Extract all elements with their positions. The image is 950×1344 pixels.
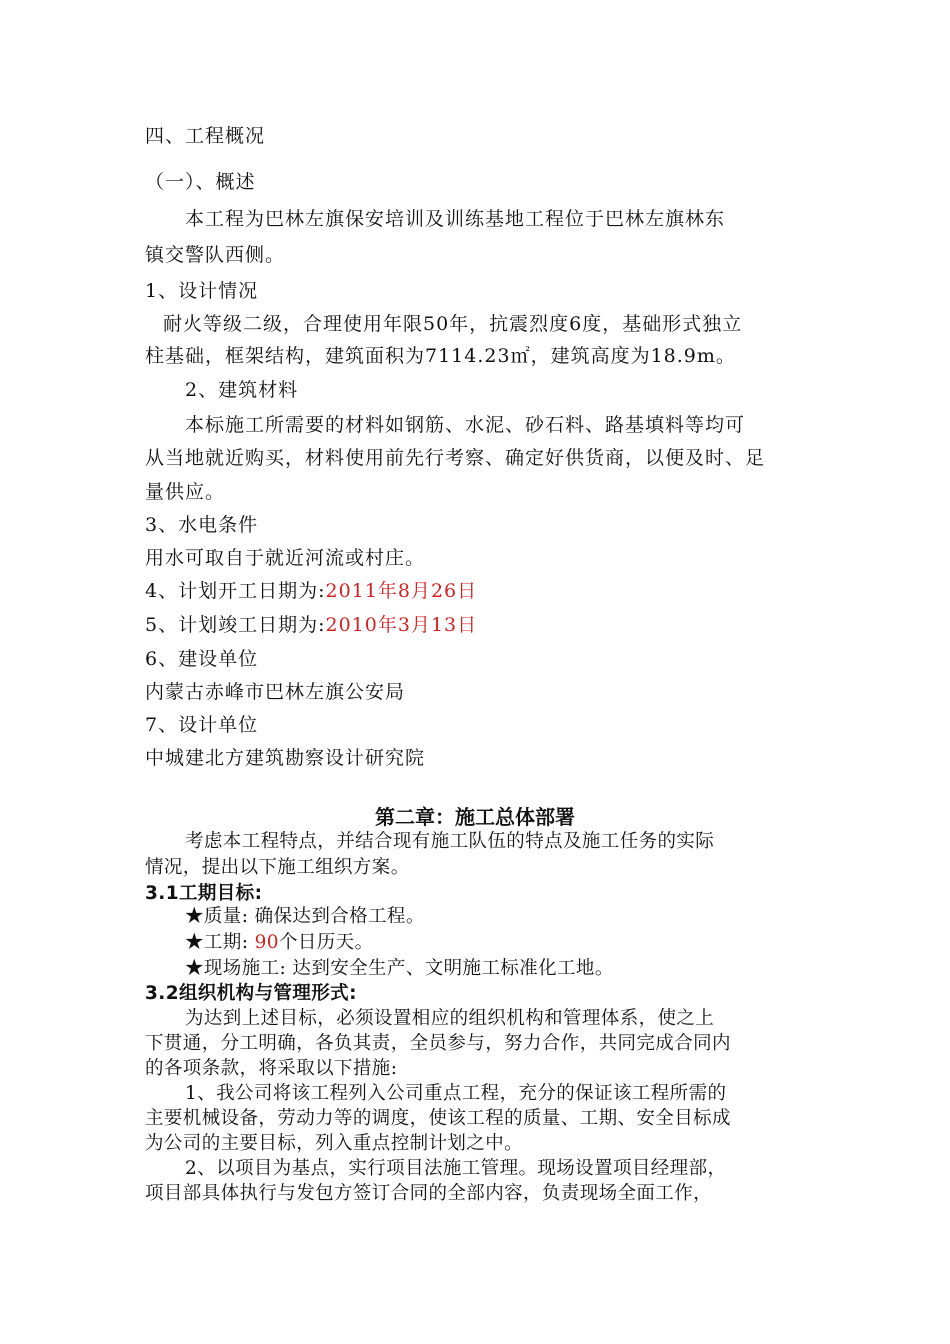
measure1-line: 1、我公司将该工程列入公司重点工程，充分的保证该工程所需的 <box>185 1083 727 1104</box>
measure2-line: 项目部具体执行与发包方签订合同的全部内容，负责现场全面工作， <box>145 1183 713 1204</box>
end-date-value: 2010年3月13日 <box>325 614 478 636</box>
water-title: 3、水电条件 <box>145 514 259 536</box>
intro-paragraph-line: 情况，提出以下施工组织方案。 <box>145 857 410 878</box>
org-paragraph-line: 为达到上述目标，必须设置相应的组织机构和管理体系，使之上 <box>185 1008 715 1029</box>
owner-title: 6、建设单位 <box>145 648 259 670</box>
intro-paragraph-line: 考虑本工程特点，并结合现有施工队伍的特点及施工任务的实际 <box>185 831 715 852</box>
sub-title: （一）、概述 <box>145 171 256 193</box>
designer-title: 7、设计单位 <box>145 714 259 736</box>
design-title: 1、设计情况 <box>145 280 259 302</box>
goal-site: ★现场施工: 达到安全生产、文明施工标准化工地。 <box>185 958 614 979</box>
goal-quality: ★质量: 确保达到合格工程。 <box>185 906 425 927</box>
end-date-label: 5、计划竣工日期为: <box>145 614 326 636</box>
chapter-title: 第二章：施工总体部署 <box>375 805 575 829</box>
end-date-line <box>145 613 477 637</box>
measure1-line: 为公司的主要目标，列入重点控制计划之中。 <box>145 1133 524 1154</box>
start-date-line <box>145 579 477 603</box>
goal-period-line <box>185 932 373 954</box>
material-paragraph-line: 本标施工所需要的材料如钢筋、水泥、砂石料、路基填料等均可 <box>185 414 746 436</box>
design-paragraph-line: 耐火等级二级，合理使用年限50年，抗震烈度6度，基础形式独立 <box>163 313 743 335</box>
overview-paragraph-line: 镇交警队西侧。 <box>145 244 286 266</box>
goal-period-label: ★工期: <box>185 932 255 953</box>
org-paragraph-line: 的各项条款，将采取以下措施: <box>145 1058 398 1079</box>
goal-title: 3.1工期目标: <box>145 883 263 904</box>
measure2-line: 2、以项目为基点，实行项目法施工管理。现场设置项目经理部， <box>185 1158 727 1179</box>
goal-period-unit: 个日历天。 <box>278 932 374 953</box>
goal-period-days: 90 <box>254 932 279 953</box>
owner-name: 内蒙古赤峰市巴林左旗公安局 <box>145 681 406 703</box>
org-title: 3.2组织机构与管理形式: <box>145 983 357 1004</box>
material-paragraph-line: 从当地就近购买，材料使用前先行考察、确定好供货商，以便及时、足 <box>145 447 766 469</box>
measure1-line: 主要机械设备，劳动力等的调度，使该工程的质量、工期、安全目标成 <box>145 1108 731 1129</box>
material-title: 2、建筑材料 <box>185 379 299 401</box>
designer-name: 中城建北方建筑勘察设计研究院 <box>145 747 426 769</box>
section-title: 四、工程概况 <box>145 125 266 147</box>
start-date-value: 2011年8月26日 <box>325 580 478 602</box>
overview-paragraph-line: 本工程为巴林左旗保安培训及训练基地工程位于巴林左旗林东 <box>185 208 726 230</box>
start-date-label: 4、计划开工日期为: <box>145 580 326 602</box>
water-paragraph-line: 用水可取自于就近河流或村庄。 <box>145 547 426 569</box>
material-paragraph-line: 量供应。 <box>145 481 226 503</box>
design-paragraph-line: 柱基础，框架结构，建筑面积为7114.23㎡，建筑高度为18.9m。 <box>145 345 736 367</box>
org-paragraph-line: 下贯通，分工明确，各负其责，全员参与，努力合作，共同完成合同内 <box>145 1033 731 1054</box>
